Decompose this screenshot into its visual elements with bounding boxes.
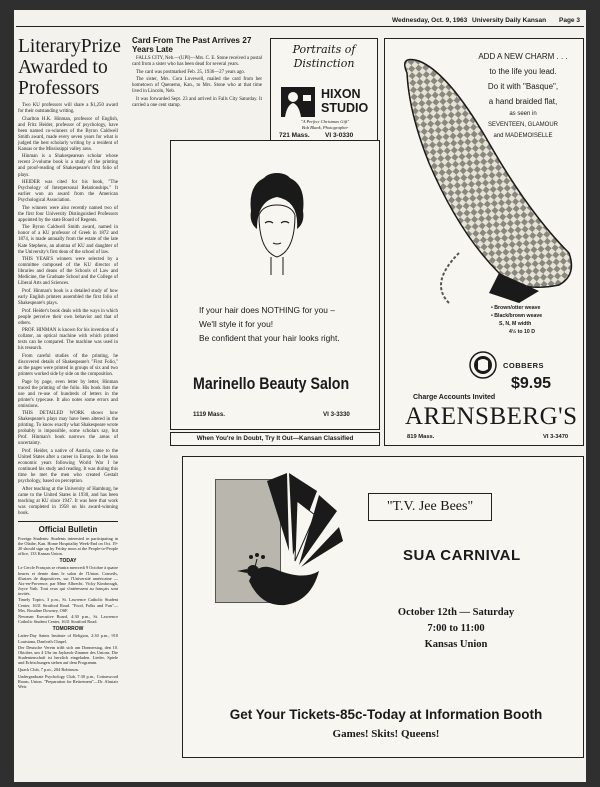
headline-line: Awarded to xyxy=(18,57,108,78)
photographer-name: Bob Blank, Photographer xyxy=(301,125,349,130)
copy-line: a hand braided flat, xyxy=(488,97,558,106)
classified-banner: When You're In Doubt, Try It Out—Kansan Classified xyxy=(170,432,380,446)
ad-copy xyxy=(199,303,340,345)
paragraph: The Byron Caldwell Smith award, named in honor of a KU professor of Greek in 1872 and 1874, is made annually from the estate of the late Kate Stephens, an alumna of KU and daughter of the University's first dean of the school of law. xyxy=(18,225,118,255)
paragraph: Prof. Hinman's book is a detailed study of how early English printers assembled the first folio of Shakespeare's plays. xyxy=(18,288,118,306)
ad-address: 819 Mass. xyxy=(407,434,435,440)
paragraph: The sister, Mrs. Cora Lovewell, mailed the card from her hometown of Quenemo, Kan., to Mrs. Stone who at that time lived in Lincoln, Neb. xyxy=(132,77,262,95)
store-name: ARENSBERG'S xyxy=(405,403,578,430)
ad-copy xyxy=(463,49,583,142)
date-line: 7:00 to 11:00 xyxy=(427,623,485,634)
salon-name: Marinello Beauty Salon xyxy=(193,375,350,393)
ad-tagline: "A Perfect Christmas Gift" xyxy=(300,119,350,124)
woman-portrait-illustration xyxy=(245,171,309,275)
paragraph: Prof. Heider, a native of Austria, came to the United States after a career in Europe. In the lean economic years following World War I he continued his study and reading. It was during this time he met the men who created Gestalt psychology, based on perception. xyxy=(18,449,118,485)
mid-article-body xyxy=(132,56,262,109)
studio-name xyxy=(321,87,368,115)
ad-address: 721 Mass. xyxy=(279,132,310,139)
page-number: Page 3 xyxy=(559,17,580,24)
shoe-brand: COBBERS xyxy=(503,361,545,370)
ad-phone: VI 3-3330 xyxy=(323,411,350,418)
left-column xyxy=(18,36,121,690)
paragraph: Charlton H.K. Hinman, professor of English, and Fritz Heider, professor of psychology, have been named co-winners of the Byron Caldwell Smith award, made every seven years for what is judged the best scholarly writing by a resident of Kansas or the Mississippi valley area. xyxy=(18,116,118,152)
copy-line: and MADEMOISELLE xyxy=(493,133,553,139)
feature-line: S, N, M width xyxy=(499,321,532,327)
copy-line: We'll style it for you! xyxy=(199,319,274,329)
bulletin-item: Latter-Day Saints Institute of Religion, 2:30 p.m., 910 Louisiana, Danforth Chapel. xyxy=(18,633,118,644)
copy-line: Be confident that your hair looks right. xyxy=(199,333,340,343)
headline-line: LiteraryPrize xyxy=(18,36,121,57)
paragraph: THIS YEAR'S winners were selected by a committee composed of the KU director of libraries and deans of the Schools of Law and Medicine, the Graduate School and the College of Liberal Arts and Sciences. xyxy=(18,257,118,287)
headline-line: Professors xyxy=(18,78,100,99)
camera-silhouette-icon xyxy=(281,87,315,117)
studio-line: HIXON xyxy=(321,87,361,101)
script-line: Portraits of xyxy=(292,43,356,56)
sua-carnival-ad xyxy=(182,456,584,758)
paragraph: The winners were also recently named two of the first four University Distinguished Professors appointed by the state Board of Regents. xyxy=(18,205,118,223)
date-line: Kansas Union xyxy=(424,639,488,650)
shoe-features xyxy=(491,304,542,336)
paragraph: Page by page, even letter by letter, Hinman traced the printing of the folio. His book lists the use and re-use of hundreds of letters in the printer's typecase. It also notes some errors and omissions. xyxy=(18,379,118,409)
shoe-price: $9.95 xyxy=(511,375,552,392)
paragraph: From careful studies of the printing, he discovered details of Shakespeare's "First Folio," as the pages were printed in groups of six and two printers worked side by side on the composition. xyxy=(18,353,118,377)
band-name: "T.V. Jee Bees" xyxy=(368,493,492,521)
bulletin-intro: Foreign Students: Students interested in participating in the Olathe, Kan. Home Hospitality Week-End on Oct. 19-20 should sign up by Friday noon at the People-to-People office, 133 Kansas Union. xyxy=(18,536,118,557)
bulletin-item: Le Cercle Français se réunira mercredi 9 Octobre à quatre heures et demie dans le salon de l'Union. Conseils, illustres de diapositives, sur l'Université américaine — Aix-en-Provence, par Mme Albrecht. Vicky Kimbrough, Joyce Vath. Tout ceux qui s'intéressent au français sont invités. xyxy=(18,565,118,596)
paragraph: The card was postmarked Feb. 25, 1936—27 years ago. xyxy=(136,69,246,75)
script-line: Distinction xyxy=(293,57,355,70)
header-rule xyxy=(16,26,584,27)
issue-date: Wednesday, Oct. 9, 1963 xyxy=(392,17,468,24)
mid-article xyxy=(132,36,268,110)
copy-line: If your hair does NOTHING for you – xyxy=(199,305,335,315)
ad-phone: VI 3-0330 xyxy=(325,132,354,139)
feature-line: • Black/brown weave xyxy=(491,313,543,319)
marinello-ad xyxy=(170,140,380,430)
hixon-studio-ad xyxy=(270,38,378,142)
ad-phone: VI 3-3470 xyxy=(543,434,569,440)
ad-address: 1119 Mass. xyxy=(193,411,225,418)
date-line: October 12th — Saturday xyxy=(397,607,515,618)
paragraph: It was forwarded Sept. 23 and arrived in Falls City Saturday. It carried a one cent stamp. xyxy=(132,96,262,108)
cobbers-logo-icon xyxy=(469,351,497,379)
newspaper-page xyxy=(14,10,586,782)
copy-line: as seen in xyxy=(509,111,537,117)
peacock-illustration xyxy=(227,471,347,621)
ad-script-title xyxy=(271,43,377,71)
today-label: TODAY xyxy=(59,558,77,565)
copy-line: ADD A NEW CHARM . . . xyxy=(478,52,568,61)
bulletin-item: Der Deutsche Verein trifft sich am Donnerstag, den 10. Oktober, um 4 Uhr im Jayhawk-Zimmer des Unions. Die Studentenschaft ist herzlich eingeladen. Lieder, Spiele und Erfrischungen stehen auf dem Programm. xyxy=(18,645,118,666)
copy-line: Do it with "Basque", xyxy=(487,82,559,91)
event-name: SUA CARNIVAL xyxy=(403,547,521,564)
paragraph: Hinman is a Shakespearean scholar whose recent 2-volume book is a study of the printing and proof-reading of Shakespeare's first folio of plays. xyxy=(18,154,118,178)
bulletin-title: Official Bulletin xyxy=(18,521,118,534)
copy-line: to the life you lead. xyxy=(489,67,557,76)
event-date xyxy=(371,605,541,653)
article-body xyxy=(18,103,118,517)
page-header xyxy=(14,10,586,28)
copy-line: SEVENTEEN, GLAMOUR xyxy=(487,122,558,128)
bulletin-item: Quack Club, 7 p.m., 204 Robinson. xyxy=(18,667,79,673)
charge-note: Charge Accounts Invited xyxy=(413,394,496,401)
article-headline xyxy=(18,36,121,99)
paragraph: Prof. Heider's book deals with the ways in which people perceive their own behavior and that of others. xyxy=(18,308,118,326)
bulletin-item: Timely Topics, 3 p.m., St. Lawrence Catholic Student Center, 1631 Stratford Road. "Food, Folks and Fun"—Mrs. Rosaline Downey, OSF. xyxy=(18,597,118,613)
paragraph: Two KU professors will share a $1,250 award for their outstanding writing. xyxy=(18,103,118,115)
tomorrow-label: TOMORROW xyxy=(52,626,84,633)
paragraph: PROF. HINMAN is known for his invention of a collator, an optical machine with which printed texts can be compared. The machine was used in his research. xyxy=(18,328,118,352)
ticket-info: Get Your Tickets-85c-Today at Information Booth xyxy=(229,707,543,722)
feature-line: • Brown/otter weave xyxy=(491,305,541,311)
paper-name: University Daily Kansan xyxy=(472,17,547,24)
paragraph: THIS DETAILED WORK shows how Shakespeare's plays may have been altered in the printing. To know exactly what Shakespeare wrote probably is impossible, some scholars say, but Prof. Hinman's book narrows the areas of uncertainty. xyxy=(18,411,118,447)
event-highlights: Games! Skits! Queens! xyxy=(332,728,440,740)
paragraph: After teaching at the University of Hamburg, he came to the United States in 1930, and has been teaching at KU since 1947. It was here that work was completed in 1958 on his award-winning book. xyxy=(18,486,118,516)
arensbergs-ad xyxy=(384,38,584,446)
studio-line: STUDIO xyxy=(321,101,369,115)
mid-headline: Card From The Past Arrives 27 Years Late xyxy=(132,36,252,54)
feature-line: 4½ to 10 D xyxy=(509,329,535,335)
bulletin-item: Newman Executive Board, 4:30 p.m., St. Lawrence Catholic Student Center, 1631 Stratford Road. xyxy=(18,614,118,625)
paragraph: FALLS CITY, Neb.—(UPI)—Mrs. C. E. Stone received a postal card from a sister who has been dead for several years. xyxy=(132,56,263,68)
bulletin-item: Undergraduate Psychology Club, 7:30 p.m., Cottonwood Room, Union. "Preparation for Retirement"—Dr. Alastair Weir. xyxy=(18,673,118,689)
paragraph: HEIDER was cited for his book, "The Psychology of Interpersonal Relationships." It earlier won an award from the American Psychological Association. xyxy=(18,180,118,204)
